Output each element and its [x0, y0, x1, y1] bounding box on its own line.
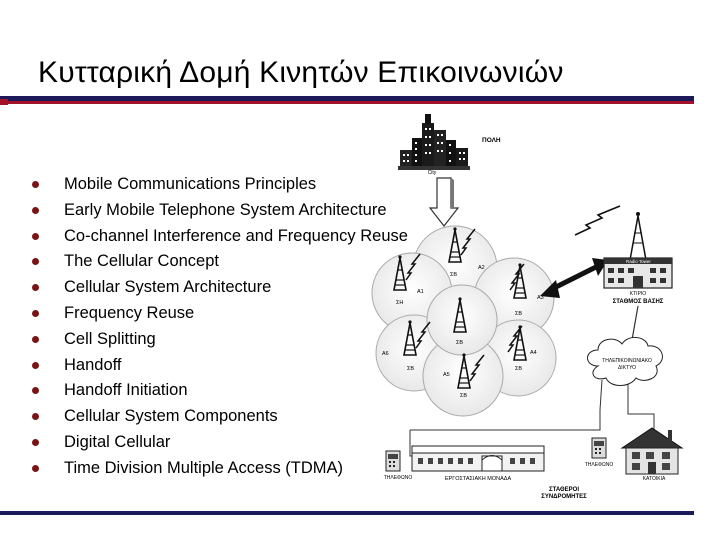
factory-label: ΕΡΓΟΣΤΑΣΙΑΚΗ ΜΟΝΑΔΑ: [444, 476, 512, 482]
bullet-dot: [32, 284, 39, 291]
factory-icon: [412, 446, 544, 471]
cell-label: ΣΒ: [456, 340, 464, 346]
telephone-label-right: ΤΗΛΕΦΩΝΟ: [584, 462, 614, 468]
cell-label: ΣΒ: [515, 311, 523, 317]
cell-label: A5: [443, 372, 450, 378]
list-item: Mobile Communications Principles: [32, 174, 417, 194]
list-item: Digital Cellular: [32, 432, 417, 452]
list-item: Cellular System Components: [32, 406, 417, 426]
subscribers-label-line2: ΣΥΝΔΡΟΜΗΤΕΣ: [541, 494, 587, 500]
house-label: ΚΑΤΟΙΚΙΑ: [642, 476, 666, 482]
base-station-building: [604, 212, 672, 288]
bullet-dot: [32, 413, 39, 420]
cell-label: A2: [478, 265, 485, 271]
down-arrow-icon: [430, 178, 458, 226]
footer-rule: [0, 511, 694, 515]
topic-list: [32, 174, 417, 484]
list-item: Early Mobile Telephone System Architecture: [32, 200, 417, 220]
telephone-icon: [592, 438, 606, 458]
double-arrow-icon: [540, 258, 608, 298]
bullet-dot: [32, 207, 39, 214]
city-label: ΠΟΛΗ: [482, 137, 501, 144]
telephone-icon: [386, 451, 400, 471]
radio-link-icon: [575, 206, 620, 235]
building-label: ΚΤΙΡΙΟ: [629, 291, 647, 297]
list-item: Co-channel Interference and Frequency Reuse: [32, 226, 417, 246]
cell-label: A4: [530, 350, 537, 356]
list-item: Handoff: [32, 355, 417, 375]
list-item: Time Division Multiple Access (TDMA): [32, 458, 417, 478]
base-station-label: ΣΤΑΘΜΟΣ ΒΑΣΗΣ: [612, 299, 664, 305]
cell-label: A3: [537, 295, 544, 301]
radio-tower-sign: Radio Tower: [626, 259, 651, 264]
bullet-dot: [32, 258, 39, 265]
city-caption: City: [427, 170, 437, 176]
cell-label: ΣΒ: [407, 366, 415, 372]
bullet-dot: [32, 439, 39, 446]
slide-title: Κυτταρική Δομή Κινητών Επικοινωνιών: [38, 56, 564, 89]
list-item: Cell Splitting: [32, 329, 417, 349]
bullet-dot: [32, 465, 39, 472]
city-skyline: [398, 114, 470, 170]
bullet-dot: [32, 362, 39, 369]
bullet-dot: [32, 310, 39, 317]
list-item: Frequency Reuse: [32, 303, 417, 323]
cell-label: A6: [382, 351, 389, 357]
house-icon: [622, 428, 682, 474]
telephone-label-left: ΤΗΛΕΦΩΝΟ: [383, 475, 413, 481]
bullet-dot: [32, 233, 39, 240]
list-item: The Cellular Concept: [32, 251, 417, 271]
list-item: Handoff Initiation: [32, 380, 417, 400]
cellular-network-diagram: [370, 108, 700, 508]
connector-line: [632, 306, 638, 340]
bullet-dot: [32, 336, 39, 343]
network-label-line2: ΔΙΚΤΥΟ: [617, 365, 637, 371]
cell-label: ΣΒ: [460, 393, 468, 399]
network-label-line1: ΤΗΛΕΠΙΚΟΙΝΩΝΙΑΚΟ: [602, 358, 652, 364]
list-item: Cellular System Architecture: [32, 277, 417, 297]
bullet-dot: [32, 181, 39, 188]
title-underline: [0, 96, 694, 105]
bullet-dot: [32, 387, 39, 394]
cell-label: ΣΒ: [450, 272, 458, 278]
cell-label: ΣΒ: [515, 366, 523, 372]
cell-label: A1: [417, 289, 424, 295]
subscribers-label-line1: ΣΤΑΘΕΡΟΙ: [549, 487, 579, 493]
cell-label: ΣΗ: [396, 300, 404, 306]
